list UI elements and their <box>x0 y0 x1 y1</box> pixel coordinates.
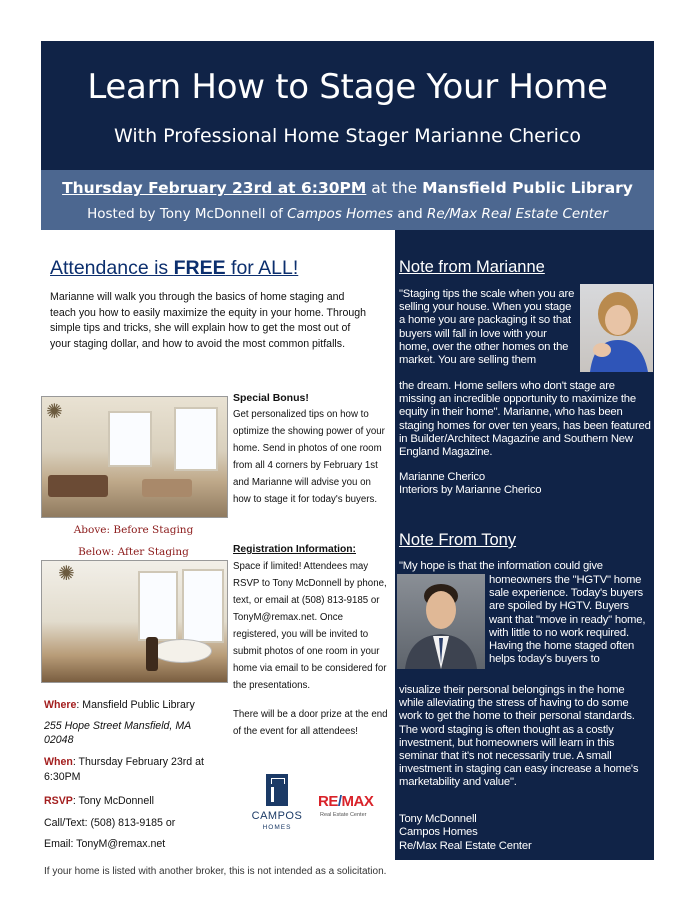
registration-body: Space if limited! Attendees may RSVP to Tony McDonnell by phone, text, or email at (508) 813-9185 or TonyM@remax.net. Once registered, you will be invited to submit photos of one room in your home via email to be considered for the presentations. <box>233 561 387 691</box>
campos-mark-icon <box>266 774 288 806</box>
remax-max: MAX <box>341 793 374 810</box>
chandelier-icon: ✺ <box>46 401 63 423</box>
campos-logo-homes: HOMES <box>262 824 292 831</box>
event-venue: Mansfield Public Library <box>422 179 633 197</box>
window-shape <box>108 411 152 467</box>
header-banner <box>41 41 654 170</box>
hosted-company: Campos Homes <box>287 206 394 222</box>
table-shape <box>152 639 212 663</box>
registration-heading: Registration Information: <box>233 544 356 555</box>
before-caption: Above: Before Staging <box>73 524 194 536</box>
before-staging-photo <box>41 396 228 518</box>
tony-signature-name: Tony McDonnell <box>399 813 477 825</box>
attendance-heading <box>50 257 298 280</box>
rsvp-label: RSVP <box>44 795 73 807</box>
hosted-remax: Re/Max Real Estate Center <box>427 206 608 222</box>
event-info-band <box>41 170 654 230</box>
marianne-note-body-1: "Staging tips the scale when you are selling your house. When you stage a home you are packaging it so that buyers will fall in love with your home, over the other homes on the market. You are selling them <box>399 288 575 367</box>
rsvp-line <box>44 794 154 808</box>
when-value: : Thursday February 23rd at 6:30PM <box>44 756 204 783</box>
attendance-heading-post: for ALL! <box>225 257 299 279</box>
page-title: Learn How to Stage Your Home <box>87 67 608 107</box>
rsvp-value: : Tony McDonnell <box>72 795 154 807</box>
hosted-pre: Hosted by Tony McDonnell of <box>87 206 288 222</box>
remax-slash: / <box>337 793 342 810</box>
campos-homes-logo <box>244 774 310 834</box>
tony-note-body-3: visualize their personal belongings in the home while alleviating the stress of having to do some work to get the home to their personal standards. The word staging is often thought as a costly investment, but homeowners will learn in this seminar that it's not necessarily true. A small investment in staging can easy increase a home's marketability and value". <box>399 684 639 789</box>
address: 255 Hope Street Mansfield, MA 02048 <box>44 720 191 746</box>
attendance-body: Marianne will walk you through the basics of home staging and teach you how to easily maximize the equity in your home. Through simple tips and tricks, she will explain how to get the most out of your staging dollar, and how to avoid the most common pitfalls. <box>50 291 367 350</box>
tony-note-heading: Note From Tony <box>399 531 517 549</box>
remax-logo <box>318 793 376 827</box>
tony-note-body-1: "My hope is that the information could give <box>399 560 603 572</box>
chandelier-icon: ✺ <box>58 563 75 585</box>
tony-signature-remax: Re/Max Real Estate Center <box>399 840 532 852</box>
remax-wordmark <box>318 793 373 810</box>
where-value: : Mansfield Public Library <box>76 699 195 711</box>
door-prize-text: There will be a door prize at the end of the event for all attendees! <box>233 709 388 737</box>
event-at: at the <box>366 179 423 197</box>
hosted-and: and <box>393 206 428 222</box>
tony-portrait-art <box>397 574 485 669</box>
marianne-signature-name: Marianne Cherico <box>399 471 485 483</box>
marianne-signature-company: Interiors by Marianne Cherico <box>399 484 542 496</box>
chair-shape <box>142 479 192 497</box>
marianne-portrait-art <box>580 284 653 372</box>
window-shape <box>138 571 178 641</box>
chair-shape <box>146 637 158 671</box>
remax-re: RE <box>318 793 338 810</box>
bonus-heading: Special Bonus! <box>233 392 309 404</box>
where-label: Where <box>44 699 77 711</box>
event-date-line <box>41 179 654 197</box>
attendance-heading-free: FREE <box>173 257 226 279</box>
page-subtitle: With Professional Home Stager Marianne Cherico <box>113 125 582 147</box>
marianne-portrait <box>580 284 653 372</box>
attendance-heading-pre: Attendance is <box>50 257 174 279</box>
call-line: Call/Text: (508) 813-9185 or <box>44 817 176 829</box>
when-line <box>44 755 234 785</box>
when-label: When <box>44 756 73 768</box>
bonus-body: Get personalized tips on how to optimize the showing power of your home. Send in photos of one room from all 4 corners by February 1st and Marianne will advise you on how to stage it for today's buyers. <box>233 409 385 505</box>
window-shape <box>182 569 224 643</box>
after-staging-photo <box>41 560 228 683</box>
campos-logo-name: CAMPOS <box>251 810 303 822</box>
remax-subtitle: Real Estate Center <box>320 812 367 818</box>
tony-portrait <box>397 574 485 669</box>
marianne-note-heading: Note from Marianne <box>399 258 545 276</box>
window-shape <box>174 407 218 471</box>
sofa-shape <box>48 475 108 497</box>
tony-note-body-2: homeowners the "HGTV" home sale experience. Today's buyers are spoiled by HGTV. Buyers want that "move in ready" home, with little to no work required. Having the home staged often helps today's buyers to <box>489 574 646 666</box>
hosted-by-line <box>41 206 654 222</box>
marianne-note-body-2: the dream. Home sellers who don't stage are missing an incredible opportunity to maximize the equity in their home". Marianne, who has been staging homes for over ten years, has been featured in Builder/Architect Magazine and Southern New England Magazine. <box>399 380 651 459</box>
after-caption: Below: After Staging <box>78 546 189 558</box>
email-line: Email: TonyM@remax.net <box>44 838 166 850</box>
event-date: Thursday February 23rd at 6:30PM <box>62 179 367 197</box>
tony-signature-company: Campos Homes <box>399 826 478 838</box>
where-line <box>44 698 195 712</box>
footer-disclaimer: If your home is listed with another broker, this is not intended as a solicitation. <box>44 866 387 877</box>
